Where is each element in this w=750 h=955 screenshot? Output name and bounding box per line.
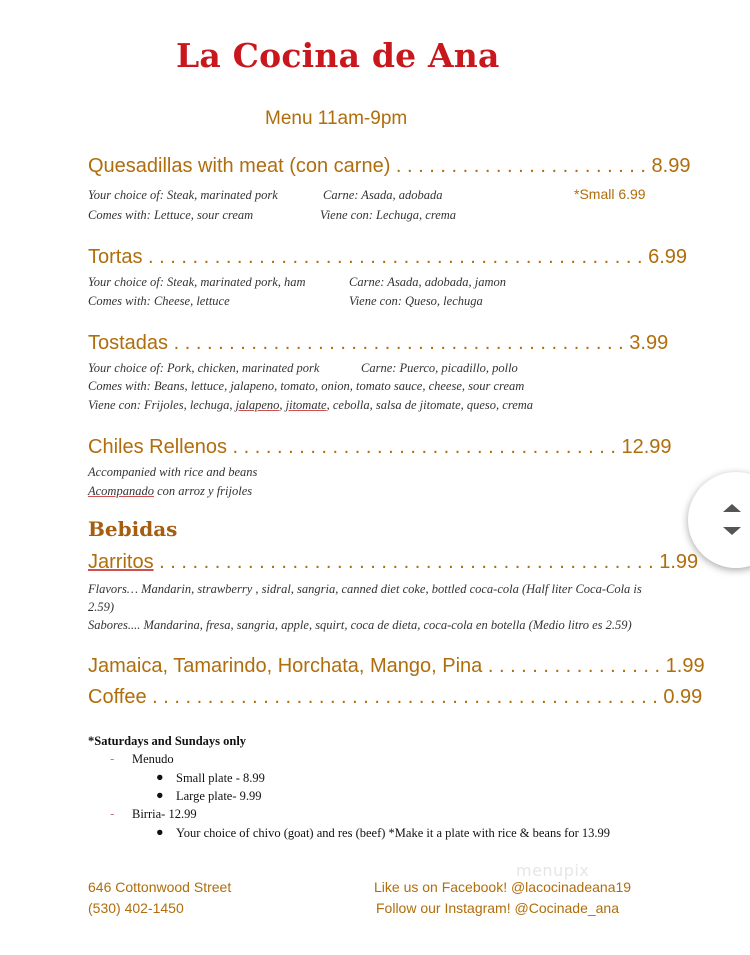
menu-item-quesadillas bbox=[88, 155, 690, 178]
item-desc-es: Carne: Puerco, picadillo, pollo bbox=[361, 361, 518, 375]
menudo-small: Small plate - 8.99 bbox=[176, 771, 265, 785]
item-desc: Your choice of: Steak, marinated pork bbox=[88, 188, 278, 202]
menu-item-tostadas bbox=[88, 332, 668, 355]
item-name: Jamaica, Tamarindo, Horchata, Mango, Pina bbox=[88, 655, 483, 677]
jarritos-sabores: Sabores.... Mandarina, fresa, sangria, apple, squirt, coca de dieta, coca-cola en botella (Medio litro es 2.59) bbox=[88, 618, 632, 632]
item-desc: Comes with: Beans, lettuce, jalapeno, tomato, onion, tomato sauce, cheese, sour cream bbox=[88, 379, 525, 393]
section-heading-bebidas: Bebidas bbox=[88, 517, 178, 541]
small-price: *Small 6.99 bbox=[574, 186, 646, 202]
leader-dots: . . . . . . . . . . . . . . . . bbox=[482, 655, 666, 677]
item-desc: Your choice of: Pork, chicken, marinated pork bbox=[88, 361, 320, 375]
birria-note: Your choice of chivo (goat) and res (beef) *Make it a plate with rice & beans for 13.99 bbox=[176, 826, 611, 840]
item-name: Quesadillas with meat (con carne) bbox=[88, 155, 391, 177]
menu-item-tortas bbox=[88, 246, 687, 269]
weekend-item-birria: Birria- 12.99 bbox=[132, 807, 197, 821]
item-name: Jarritos bbox=[88, 551, 154, 573]
dash-bullet: - bbox=[110, 807, 115, 821]
menu-hours: Menu 11am-9pm bbox=[265, 108, 408, 129]
menu-item-aguas-frescas bbox=[88, 655, 705, 678]
item-price: 6.99 bbox=[648, 246, 688, 268]
bullet-icon: ● bbox=[156, 825, 164, 839]
leader-dots: . . . . . . . . . . . . . . . . . . . . . . . . . . . . . . . . . . . . . . . . . . . . . bbox=[142, 246, 649, 268]
menu-item-jarritos bbox=[88, 551, 698, 574]
menu-item-coffee bbox=[88, 686, 702, 709]
watermark: menupix bbox=[516, 861, 590, 880]
item-desc-es: Carne: Asada, adobada bbox=[323, 188, 443, 202]
item-name: Tostadas bbox=[88, 332, 169, 354]
chevron-up-icon bbox=[723, 504, 741, 512]
menu-item-chiles-rellenos bbox=[88, 436, 672, 459]
restaurant-title: La Cocina de Ana bbox=[176, 36, 500, 75]
item-desc-es: Viene con: Lechuga, crema bbox=[320, 208, 457, 222]
leader-dots: . . . . . . . . . . . . . . . . . . . . . . . . . . . . . . . . . . . . . . . . . bbox=[168, 332, 630, 354]
menudo-large: Large plate- 9.99 bbox=[176, 789, 262, 803]
phone: (530) 402-1450 bbox=[88, 900, 184, 916]
facebook-link[interactable]: Like us on Facebook! @lacocinadeana19 bbox=[374, 879, 632, 895]
jarritos-flavors: Flavors… Mandarin, strawberry , sidral, sangria, canned diet coke, bottled coca-cola (Half liter Coca-Cola is 2.59) bbox=[88, 582, 642, 614]
weekend-heading: *Saturdays and Sundays only bbox=[88, 734, 247, 748]
instagram-link[interactable]: Follow our Instagram! @Cocinade_ana bbox=[376, 900, 620, 916]
item-price: 3.99 bbox=[629, 332, 669, 354]
item-desc: Comes with: Cheese, lettuce bbox=[88, 294, 230, 308]
item-name: Tortas bbox=[88, 246, 143, 268]
scroll-control[interactable] bbox=[688, 472, 750, 568]
leader-dots: . . . . . . . . . . . . . . . . . . . . . . . bbox=[390, 155, 652, 177]
chevron-down-icon bbox=[723, 527, 741, 535]
item-name: Coffee bbox=[88, 686, 147, 708]
dash-bullet: - bbox=[110, 752, 115, 766]
item-price: 1.99 bbox=[659, 551, 699, 573]
bullet-icon: ● bbox=[156, 770, 164, 784]
item-price: 12.99 bbox=[621, 436, 672, 458]
item-desc: Your choice of: Steak, marinated pork, ham bbox=[88, 275, 306, 289]
item-desc-es: Viene con: Frijoles, lechuga, jalapeno, jitomate, cebolla, salsa de jitomate, queso, crema bbox=[88, 398, 534, 412]
item-desc-es: Acompanado con arroz y frijoles bbox=[88, 484, 253, 498]
scroll-arrows bbox=[688, 472, 750, 568]
item-desc: Comes with: Lettuce, sour cream bbox=[88, 208, 254, 222]
address: 646 Cottonwood Street bbox=[88, 879, 232, 895]
item-desc: Accompanied with rice and beans bbox=[88, 465, 258, 479]
item-desc-es: Viene con: Queso, lechuga bbox=[349, 294, 483, 308]
item-price: 8.99 bbox=[651, 155, 691, 177]
item-desc-es: Carne: Asada, adobada, jamon bbox=[349, 275, 507, 289]
bullet-icon: ● bbox=[156, 788, 164, 802]
item-name: Chiles Rellenos bbox=[88, 436, 227, 458]
leader-dots: . . . . . . . . . . . . . . . . . . . . . . . . . . . . . . . . . . . . . . . . . . . . . . bbox=[146, 686, 664, 708]
leader-dots: . . . . . . . . . . . . . . . . . . . . . . . . . . . . . . . . . . . bbox=[226, 436, 622, 458]
item-price: 1.99 bbox=[665, 655, 705, 677]
item-price: 0.99 bbox=[663, 686, 703, 708]
leader-dots: . . . . . . . . . . . . . . . . . . . . . . . . . . . . . . . . . . . . . . . . . . . . . bbox=[153, 551, 660, 573]
weekend-item-menudo: Menudo bbox=[132, 752, 174, 766]
